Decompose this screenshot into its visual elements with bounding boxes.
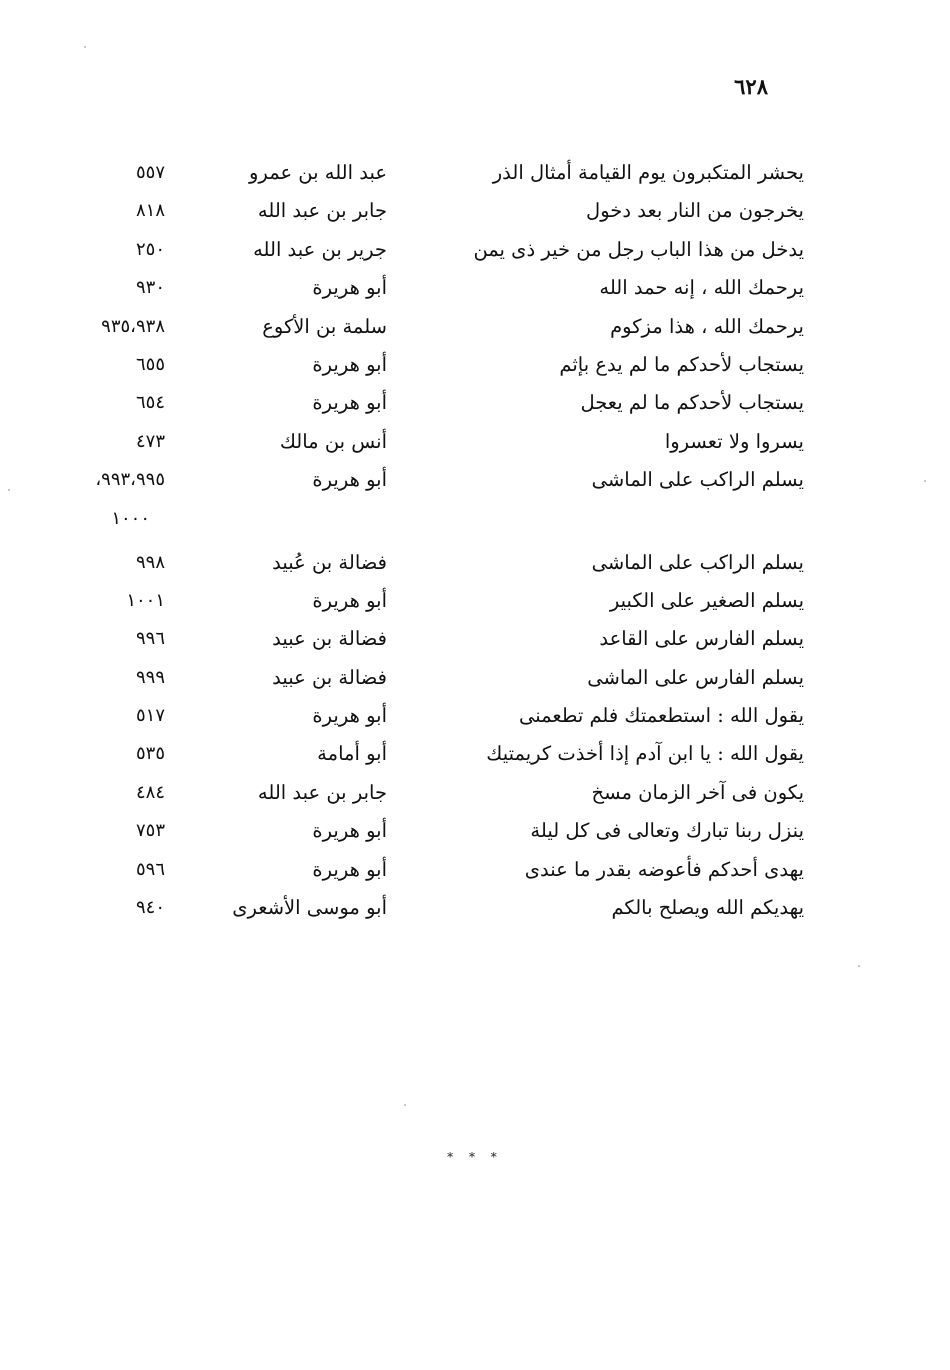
index-row — [0, 737, 950, 775]
narrator-name: أنس بن مالك — [279, 429, 387, 453]
index-row — [0, 661, 950, 699]
hadith-number: ٥٣٥ — [135, 743, 165, 765]
narrator-name: جرير بن عبد الله — [253, 237, 387, 261]
hadith-text: يهديكم الله ويصلح بالكم — [611, 896, 804, 920]
index-row — [0, 271, 950, 309]
index-row — [0, 814, 950, 852]
hadith-text: يكون فى آخر الزمان مسخ — [591, 780, 804, 804]
hadith-number: ٩٩٦ — [135, 628, 165, 650]
narrator-name: أبو هريرة — [312, 468, 387, 492]
hadith-number: ٥٩٦ — [135, 858, 165, 880]
hadith-index-list — [0, 156, 950, 929]
index-row — [0, 386, 950, 424]
index-row — [0, 425, 950, 463]
index-row — [0, 233, 950, 271]
index-row-continuation — [0, 502, 950, 546]
hadith-number: ٩٩٩ — [135, 666, 165, 688]
narrator-name: فضالة بن عُبيد — [272, 550, 387, 574]
hadith-number: ٥١٧ — [135, 705, 165, 727]
index-row — [0, 853, 950, 891]
index-row — [0, 310, 950, 348]
hadith-number: ١٠٠١ — [126, 589, 165, 611]
narrator-name: أبو هريرة — [312, 857, 387, 881]
hadith-text: يقول الله : استطعمتك فلم تطعمنى — [519, 704, 804, 728]
hadith-text: يرحمك الله ، هذا مزكوم — [610, 314, 804, 338]
hadith-text: يسلم الفارس على القاعد — [599, 627, 804, 651]
page-number: ٦٢٨ — [734, 74, 768, 99]
index-row — [0, 776, 950, 814]
hadith-number: ٧٥٣ — [135, 820, 165, 842]
index-row — [0, 348, 950, 386]
hadith-text: يرحمك الله ، إنه حمد الله — [599, 276, 804, 300]
hadith-number: ٦٥٥ — [135, 353, 165, 375]
hadith-text: يسلم الفارس على الماشى — [587, 665, 804, 689]
hadith-number: ٩٩٣،٩٩٥، — [95, 469, 165, 491]
hadith-number: ٥٥٧ — [135, 162, 165, 183]
narrator-name: أبو هريرة — [312, 276, 387, 300]
hadith-text: يسلم الراكب على الماشى — [591, 550, 804, 574]
narrator-name: أبو هريرة — [312, 391, 387, 415]
hadith-text: يسروا ولا تعسروا — [664, 429, 804, 453]
narrator-name: سلمة بن الأكوع — [262, 314, 387, 338]
hadith-number: ٩٣٥،٩٣٨ — [101, 315, 165, 337]
hadith-text: يقول الله : يا ابن آدم إذا أخذت كريمتيك — [486, 742, 804, 766]
index-row — [0, 584, 950, 622]
narrator-name: أبو هريرة — [312, 704, 387, 728]
hadith-text: يدخل من هذا الباب رجل من خير ذى يمن — [473, 237, 804, 261]
hadith-number: ٢٥٠ — [135, 238, 165, 260]
scan-speck — [858, 965, 860, 967]
hadith-text: يسلم الراكب على الماشى — [591, 468, 804, 492]
hadith-number: ٩٣٠ — [135, 277, 165, 299]
index-row — [0, 891, 950, 929]
hadith-text: يحشر المتكبرون يوم القيامة أمثال الذر — [492, 161, 804, 184]
narrator-name: عبد الله بن عمرو — [249, 161, 387, 184]
hadith-text: يسلم الصغير على الكبير — [609, 588, 804, 612]
hadith-text: يستجاب لأحدكم ما لم يعجل — [580, 391, 804, 415]
scan-speck — [924, 480, 926, 482]
index-row — [0, 463, 950, 501]
hadith-text: يستجاب لأحدكم ما لم يدع بإثم — [559, 352, 804, 376]
narrator-name: أبو موسى الأشعرى — [232, 896, 387, 920]
hadith-number: ٨١٨ — [135, 200, 165, 222]
hadith-number: ٩٤٠ — [135, 897, 165, 919]
index-row — [0, 156, 950, 194]
narrator-name: فضالة بن عبيد — [272, 627, 387, 651]
narrator-name: جابر بن عبد الله — [257, 780, 387, 804]
hadith-number: ٦٥٤ — [135, 392, 165, 414]
hadith-number: ٩٩٨ — [135, 551, 165, 573]
scan-speck — [404, 1104, 406, 1106]
index-row — [0, 546, 950, 584]
index-row — [0, 699, 950, 737]
hadith-number: ٤٨٤ — [135, 781, 165, 803]
narrator-name: فضالة بن عبيد — [272, 665, 387, 689]
section-end-asterisks: * * * — [447, 1150, 503, 1164]
narrator-name: أبو أمامة — [317, 742, 387, 766]
hadith-text: ينزل ربنا تبارك وتعالى فى كل ليلة — [530, 819, 804, 843]
narrator-name: جابر بن عبد الله — [257, 199, 387, 223]
hadith-text: يخرجون من النار بعد دخول — [586, 199, 804, 223]
hadith-number: ٤٧٣ — [135, 430, 165, 452]
hadith-text: يهدى أحدكم فأعوضه بقدر ما عندى — [524, 857, 804, 881]
index-row — [0, 622, 950, 660]
narrator-name: أبو هريرة — [312, 819, 387, 843]
index-row — [0, 194, 950, 232]
narrator-name: أبو هريرة — [312, 352, 387, 376]
scan-speck — [84, 46, 86, 48]
narrator-name: أبو هريرة — [312, 588, 387, 612]
hadith-number: ١٠٠٠ — [111, 507, 150, 529]
scan-speck — [8, 489, 10, 491]
